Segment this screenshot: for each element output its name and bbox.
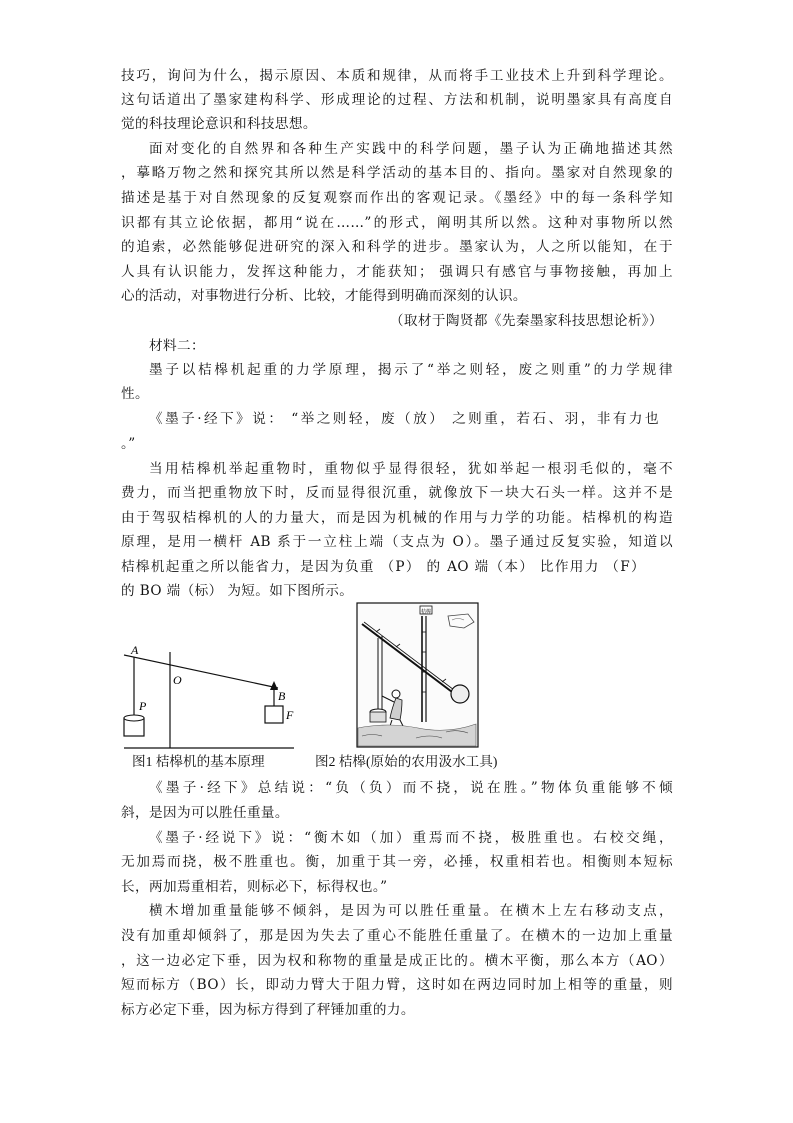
paragraph-line: 觉的科技理论意识和科技思想。 xyxy=(121,116,317,132)
illustration-sign: 桔槔 xyxy=(420,609,432,615)
paragraph-line: 费力，而当把重物放下时，反而显得很沉重，就像放下一块大石头一样。这并不是 xyxy=(121,485,673,501)
paragraph-line: 面对变化的自然界和各种生产实践中的科学问题，墨子认为正确地描述其然 xyxy=(149,141,673,157)
paragraph-line: 横木增加重量能够不倾斜，是因为可以胜任重量。在横木上左右移动支点， xyxy=(149,903,673,919)
paragraph-line: 《墨子·经说下》说：“衡木如（加）重焉而不挠，极胜重也。右校交绳， xyxy=(149,830,673,846)
paragraph-line: 的追索，必然能够促进研究的深入和科学的进步。墨家认为，人之所以能知，在于 xyxy=(121,239,673,255)
paragraph-line: 这句话道出了墨家建构科学、形成理论的过程、方法和机制，说明墨家具有高度自 xyxy=(121,92,673,108)
label-f: F xyxy=(286,708,294,722)
paragraph-line: 桔槔机起重之所以能省力，是因为负重 （P） 的 AO 端（本） 比作用力 （F） xyxy=(121,559,645,575)
shadoof-illustration xyxy=(356,602,479,748)
lever-diagram xyxy=(118,640,296,752)
paragraph-line: 人具有认识能力，发挥这种能力，才能获知； 强调只有感官与事物接触，再加上 xyxy=(121,264,673,280)
section-heading: 材料二： xyxy=(149,338,205,354)
label-a: A xyxy=(131,643,139,657)
figure-2-caption: 图2 桔槔(原始的农用汲水工具) xyxy=(315,754,498,769)
paragraph-line: 无加焉而挠，极不胜重也。衡，加重于其一旁，必捶，权重相若也。相衡则本短标 xyxy=(121,854,673,870)
label-p: P xyxy=(139,699,147,713)
label-b: B xyxy=(278,689,286,703)
paragraph-line: 心的活动，对事物进行分析、比较，才能得到明确而深刻的认识。 xyxy=(121,288,527,304)
paragraph-line: 《墨子·经下》说： “举之则轻，废（放） 之则重，若石、羽，非有力也 xyxy=(149,411,659,427)
paragraph-line: 识都有其立论依据，都用“说在……”的形式，阐明其所以然。这种对事物所以然 xyxy=(121,215,673,231)
paragraph-line: 性。 xyxy=(121,386,149,402)
label-o: O xyxy=(173,673,182,687)
paragraph-line: 《墨子·经下》总结说：“负（负）而不挠，说在胜。”物体负重能够不倾 xyxy=(149,780,673,796)
paragraph-line: 。” xyxy=(121,436,136,452)
paragraph-line: 长，两加焉重相若，则标必下，标得权也。” xyxy=(121,879,388,895)
paragraph-line: 由于驾驭桔槔机的人的力量大，而是因为机械的作用与力学的功能。桔槔机的构造 xyxy=(121,510,673,526)
paragraph-line: 没有加重却倾斜了，那是因为失去了重心不能胜任重量了。在横木的一边加上重量 xyxy=(121,928,673,944)
paragraph-line: 墨子以桔槔机起重的力学原理，揭示了“举之则轻，废之则重”的力学规律 xyxy=(149,362,673,378)
paragraph-line: 斜，是因为可以胜任重量。 xyxy=(121,805,289,821)
paragraph-line: ，这一边必定下垂，因为权和称物的重量是成正比的。横木平衡，那么本方（AO） xyxy=(121,953,673,969)
paragraph-line: 当用桔槔机举起重物时，重物似乎显得很轻，犹如举起一根羽毛似的，毫不 xyxy=(149,461,673,477)
paragraph-line: 技巧，询问为什么，揭示原因、本质和规律，从而将手工业技术上升到科学理论。 xyxy=(121,68,673,84)
source-citation: （取材于陶贤都《先秦墨家科技思想论析》） xyxy=(389,313,663,329)
paragraph-line: 原理，是用一横杆 AB 系于一立柱上端（支点为 O）。墨子通过反复实验，知道以 xyxy=(121,534,673,550)
paragraph-line: 的 BO 端（标） 为短。如下图所示。 xyxy=(121,583,354,599)
paragraph-line: 标方必定下垂，因为标方得到了秤锤加重的力。 xyxy=(121,1002,415,1018)
figure-1-caption: 图1 桔槔机的基本原理 xyxy=(132,754,265,769)
paragraph-line: 短而标方（BO）长，即动力臂大于阻力臂，这时如在两边同时加上相等的重量，则 xyxy=(121,977,673,993)
paragraph-line: ，摹略万物之然和探究其所以然是科学活动的基本目的、指向。墨家对自然现象的 xyxy=(121,165,673,181)
paragraph-line: 描述是基于对自然现象的反复观察而作出的客观记录。《墨经》中的每一条科学知 xyxy=(121,190,673,206)
